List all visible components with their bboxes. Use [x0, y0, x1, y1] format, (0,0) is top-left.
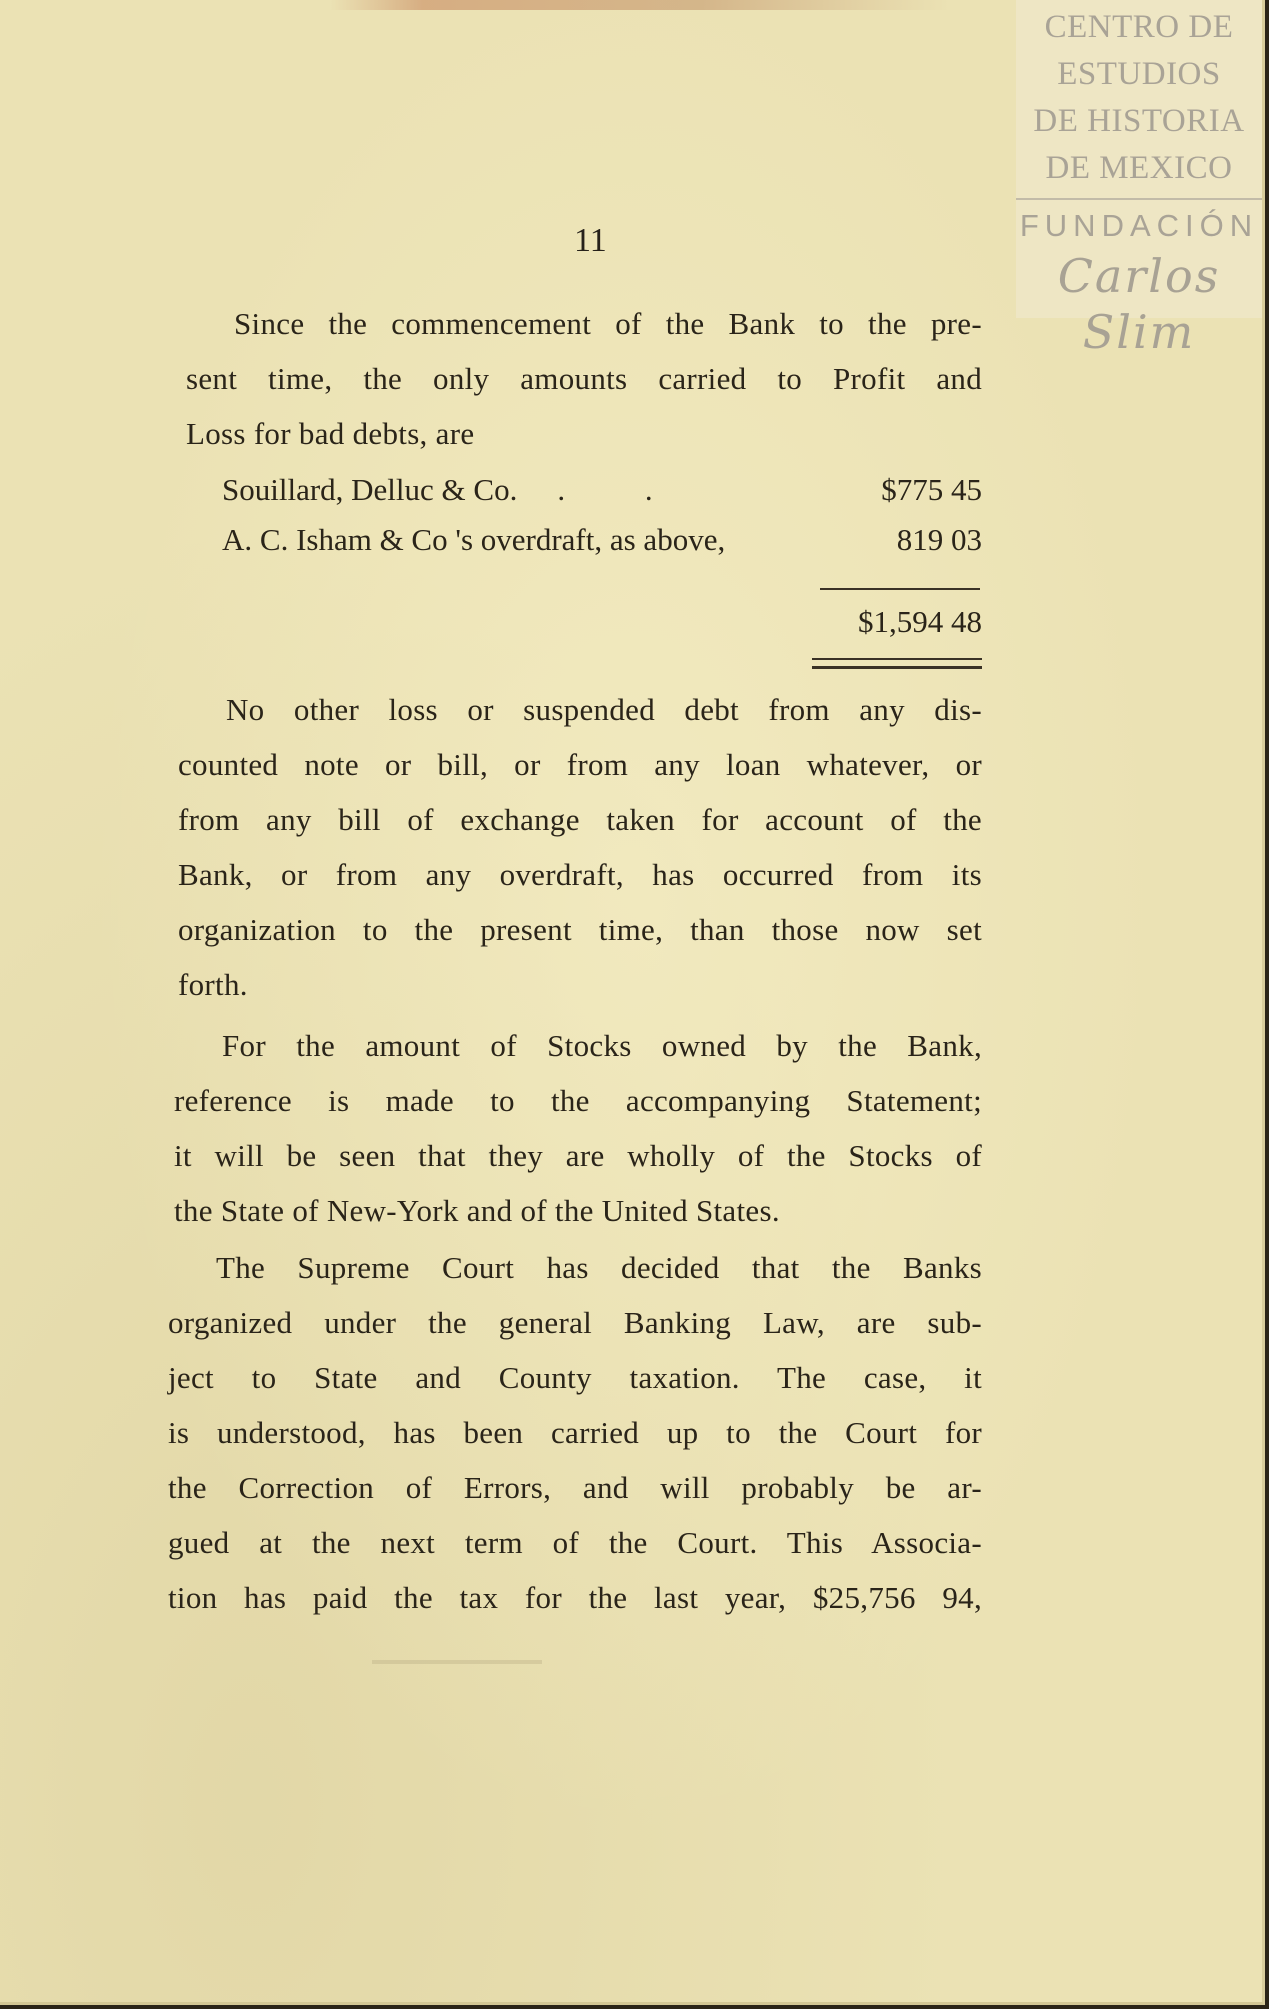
paragraph-stocks: [174, 1018, 982, 1238]
text-line: is understood, has been carried up to the Court for: [168, 1415, 982, 1450]
ledger-label: Souillard, Delluc & Co. . .: [222, 472, 689, 507]
stamp-foundation: FUNDACIÓN: [1019, 208, 1259, 243]
stamp-line-2: ESTUDIOS: [1057, 56, 1221, 92]
bad-debts-ledger: [222, 466, 982, 566]
stamp-signature: Carlos Slim: [1057, 249, 1221, 359]
faint-bleed-mark: [372, 1660, 542, 1664]
ledger-total: $1,594 48: [858, 604, 982, 639]
paragraph-taxation: [168, 1240, 982, 1625]
ledger-leader-dots: . .: [557, 472, 689, 507]
stamp-line-3: DE HISTORIA: [1033, 103, 1245, 139]
paper-stain: [330, 0, 950, 10]
sum-rule: [820, 588, 980, 590]
ledger-row: [222, 466, 982, 516]
text-line: the State of New-York and of the United States.: [174, 1193, 780, 1228]
ledger-row: [222, 516, 982, 566]
ledger-amount: $775 45: [881, 472, 982, 507]
text-line: Since the commencement of the Bank to the pre-: [234, 306, 982, 341]
text-line: counted note or bill, or from any loan whatever, or: [178, 747, 982, 782]
stamp-line-1: CENTRO DE: [1044, 9, 1234, 45]
text-line: the Correction of Errors, and will probably be ar-: [168, 1470, 982, 1505]
text-line: forth.: [178, 967, 248, 1002]
ledger-label: A. C. Isham & Co 's overdraft, as above,: [222, 522, 726, 557]
text-line: gued at the next term of the Court. This Associa-: [168, 1525, 982, 1560]
stamp-divider: [1016, 198, 1262, 200]
text-line: sent time, the only amounts carried to Profit and: [186, 361, 982, 396]
text-line: Bank, or from any overdraft, has occurred from its: [178, 857, 982, 892]
text-line: Loss for bad debts, are: [186, 416, 475, 451]
text-line: it will be seen that they are wholly of the Stocks of: [174, 1138, 982, 1173]
text-line: No other loss or suspended debt from any dis-: [226, 692, 982, 727]
archive-stamp: [1016, 0, 1262, 359]
text-line: The Supreme Court has decided that the Banks: [216, 1250, 982, 1285]
stamp-line-4: DE MEXICO: [1045, 150, 1233, 186]
intro-paragraph: [186, 296, 982, 461]
text-line: tion has paid the tax for the last year, $25,756 94,: [168, 1580, 982, 1615]
paragraph-losses: [178, 682, 982, 1012]
page-number: 11: [574, 222, 607, 259]
text-line: from any bill of exchange taken for account of the: [178, 802, 982, 837]
ledger-amount: 819 03: [896, 522, 982, 557]
total-double-rule: [812, 658, 982, 669]
text-line: reference is made to the accompanying Statement;: [174, 1083, 982, 1118]
text-line: organization to the present time, than those now set: [178, 912, 982, 947]
text-line: organized under the general Banking Law, are sub-: [168, 1305, 982, 1340]
text-line: For the amount of Stocks owned by the Bank,: [222, 1028, 982, 1063]
text-line: ject to State and County taxation. The case, it: [168, 1360, 982, 1395]
